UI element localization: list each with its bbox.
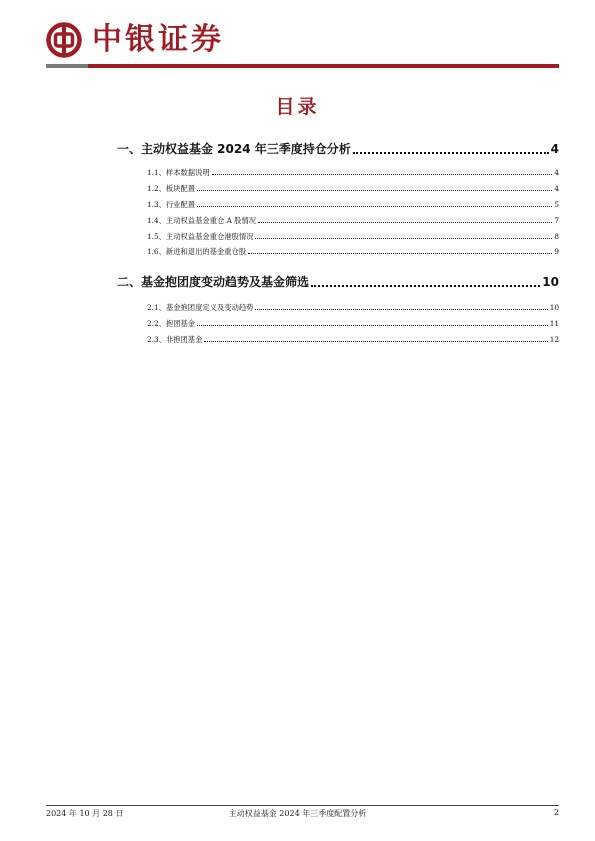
toc-leader-dots: [204, 340, 547, 342]
toc-page-number: 9: [554, 247, 559, 256]
toc-item-1-2[interactable]: [147, 184, 559, 194]
bank-of-china-logo-icon: [46, 22, 82, 58]
toc-page-number: 4: [550, 142, 559, 156]
toc-section-title: 一、主动权益基金 2024 年三季度持仓分析: [117, 142, 351, 156]
footer-date: 2024 年 10 月 28 日: [46, 809, 124, 818]
footer-rule: [46, 805, 559, 806]
toc-leader-dots: [258, 221, 552, 223]
toc-item-1-3[interactable]: [147, 200, 559, 210]
brand-name: 中银证券: [92, 22, 224, 57]
toc-leader-dots: [212, 173, 553, 175]
toc-leader-dots: [255, 237, 552, 239]
toc-section-1[interactable]: [117, 140, 559, 157]
toc-item-title: 2.2、抱团基金: [147, 319, 196, 328]
toc-page-number: 7: [554, 216, 559, 225]
toc-item-2-1[interactable]: [147, 303, 559, 313]
toc-page-number: 10: [549, 303, 559, 312]
footer-report-title: 主动权益基金 2024 年三季度配置分析: [228, 809, 367, 818]
toc-item-title: 1.6、新进和退出的基金重仓股: [147, 247, 247, 256]
toc-leader-dots: [197, 324, 548, 326]
toc-leader-dots: [311, 284, 540, 287]
toc-section-title: 二、基金抱团度变动趋势及基金筛选: [117, 275, 310, 289]
toc-item-title: 2.1、基金抱团度定义及变动趋势: [147, 303, 254, 312]
toc-leader-dots: [197, 205, 552, 207]
toc-item-1-4[interactable]: [147, 216, 559, 226]
toc-page-number: 8: [554, 232, 559, 241]
footer-page-number: 2: [553, 808, 559, 817]
toc-page-number: 12: [549, 335, 559, 344]
toc-page-number: 4: [554, 184, 559, 193]
toc-item-title: 1.3、行业配置: [147, 200, 196, 209]
toc-section-2[interactable]: [117, 273, 559, 290]
toc-leader-dots: [248, 252, 552, 254]
header-rule-red: [88, 64, 559, 68]
toc-item-2-2[interactable]: [147, 319, 559, 329]
page-header: [0, 0, 595, 72]
toc-item-title: 1.4、主动权益基金重仓 A 股情况: [147, 216, 257, 225]
toc-item-1-5[interactable]: [147, 232, 559, 242]
toc-leader-dots: [197, 189, 552, 191]
toc-page-number: 11: [549, 319, 559, 328]
toc-item-2-3[interactable]: [147, 335, 559, 345]
header-rule-grey: [46, 64, 88, 68]
toc-title: 目录: [275, 96, 320, 118]
toc-page-number: 4: [554, 168, 559, 177]
toc-leader-dots: [255, 308, 547, 310]
toc-leader-dots: [353, 151, 549, 154]
toc-item-1-6[interactable]: [147, 247, 559, 257]
toc-item-title: 1.1、样本数据说明: [147, 168, 210, 177]
toc-item-title: 1.2、板块配置: [147, 184, 196, 193]
toc-page-number: 5: [554, 200, 559, 209]
toc-item-1-1[interactable]: [147, 168, 559, 178]
toc-page-number: 10: [542, 275, 559, 289]
toc-item-title: 2.3、非抱团基金: [147, 335, 203, 344]
toc-item-title: 1.5、主动权益基金重仓港股情况: [147, 232, 254, 241]
